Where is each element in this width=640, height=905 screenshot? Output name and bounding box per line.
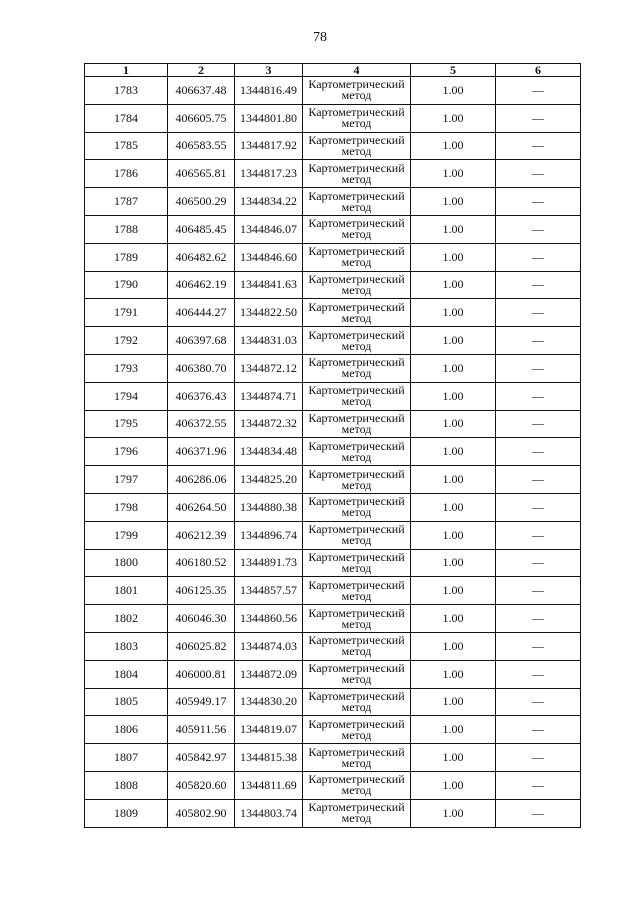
table-row xyxy=(85,493,581,521)
point-number: 1795 xyxy=(85,410,168,438)
method-cell xyxy=(303,771,411,799)
accuracy-value: 1.00 xyxy=(411,632,496,660)
column-header-6: 6 xyxy=(496,64,581,77)
method-line-2: метод xyxy=(341,616,372,631)
method-cell xyxy=(303,716,411,744)
note-value: — xyxy=(496,160,581,188)
point-number: 1804 xyxy=(85,660,168,688)
method-line-1: Картометрический xyxy=(308,466,405,481)
method-cell xyxy=(303,215,411,243)
method-line-2: метод xyxy=(341,394,372,409)
coordinate-y: 1344841.63 xyxy=(235,271,303,299)
method-line-1: Картометрический xyxy=(308,188,405,203)
accuracy-value: 1.00 xyxy=(411,493,496,521)
column-header-2: 2 xyxy=(168,64,235,77)
coordinate-x: 406264.50 xyxy=(168,493,235,521)
table-row xyxy=(85,744,581,772)
method-cell xyxy=(303,438,411,466)
method-cell xyxy=(303,354,411,382)
point-number: 1793 xyxy=(85,354,168,382)
method-line-1: Картометрический xyxy=(308,522,405,537)
method-cell xyxy=(303,132,411,160)
table-row xyxy=(85,771,581,799)
method-line-2: метод xyxy=(341,505,372,520)
method-cell xyxy=(303,299,411,327)
accuracy-value: 1.00 xyxy=(411,160,496,188)
method-line-2: метод xyxy=(341,227,372,242)
coordinate-y: 1344846.60 xyxy=(235,243,303,271)
coordinate-y: 1344801.80 xyxy=(235,104,303,132)
table-row xyxy=(85,716,581,744)
method-cell xyxy=(303,382,411,410)
accuracy-value: 1.00 xyxy=(411,466,496,494)
point-number: 1796 xyxy=(85,438,168,466)
accuracy-value: 1.00 xyxy=(411,215,496,243)
method-line-2: метод xyxy=(341,366,372,381)
method-line-2: метод xyxy=(341,310,372,325)
point-number: 1802 xyxy=(85,605,168,633)
column-header-4: 4 xyxy=(303,64,411,77)
accuracy-value: 1.00 xyxy=(411,299,496,327)
method-line-1: Картометрический xyxy=(308,577,405,592)
method-line-1: Картометрический xyxy=(308,77,405,92)
coordinate-x: 406000.81 xyxy=(168,660,235,688)
accuracy-value: 1.00 xyxy=(411,77,496,105)
accuracy-value: 1.00 xyxy=(411,605,496,633)
method-line-1: Картометрический xyxy=(308,549,405,564)
note-value: — xyxy=(496,299,581,327)
table-header-row xyxy=(85,64,581,77)
point-number: 1786 xyxy=(85,160,168,188)
method-cell xyxy=(303,188,411,216)
coordinate-y: 1344811.69 xyxy=(235,771,303,799)
coordinate-x: 405802.90 xyxy=(168,799,235,827)
coordinate-y: 1344834.48 xyxy=(235,438,303,466)
column-header-3: 3 xyxy=(235,64,303,77)
method-line-1: Картометрический xyxy=(308,494,405,509)
method-line-2: метод xyxy=(341,727,372,742)
coordinate-y: 1344817.92 xyxy=(235,132,303,160)
method-cell xyxy=(303,549,411,577)
point-number: 1807 xyxy=(85,744,168,772)
method-cell xyxy=(303,410,411,438)
coordinate-x: 406025.82 xyxy=(168,632,235,660)
column-header-1: 1 xyxy=(85,64,168,77)
note-value: — xyxy=(496,660,581,688)
table-row xyxy=(85,632,581,660)
point-number: 1808 xyxy=(85,771,168,799)
point-number: 1799 xyxy=(85,521,168,549)
method-line-1: Картометрический xyxy=(308,410,405,425)
table-row xyxy=(85,549,581,577)
coordinate-x: 406372.55 xyxy=(168,410,235,438)
method-line-2: метод xyxy=(341,171,372,186)
point-number: 1803 xyxy=(85,632,168,660)
note-value: — xyxy=(496,410,581,438)
coordinate-x: 406565.81 xyxy=(168,160,235,188)
accuracy-value: 1.00 xyxy=(411,577,496,605)
method-line-1: Картометрический xyxy=(308,244,405,259)
method-line-1: Картометрический xyxy=(308,716,405,731)
coordinate-x: 406286.06 xyxy=(168,466,235,494)
table-row xyxy=(85,521,581,549)
coordinate-x: 406376.43 xyxy=(168,382,235,410)
coordinate-y: 1344891.73 xyxy=(235,549,303,577)
accuracy-value: 1.00 xyxy=(411,188,496,216)
method-cell xyxy=(303,466,411,494)
accuracy-value: 1.00 xyxy=(411,716,496,744)
coordinate-y: 1344872.12 xyxy=(235,354,303,382)
point-number: 1784 xyxy=(85,104,168,132)
coordinate-y: 1344857.57 xyxy=(235,577,303,605)
accuracy-value: 1.00 xyxy=(411,354,496,382)
coordinate-x: 406397.68 xyxy=(168,327,235,355)
coordinate-y: 1344822.50 xyxy=(235,299,303,327)
method-line-1: Картометрический xyxy=(308,327,405,342)
point-number: 1789 xyxy=(85,243,168,271)
method-line-1: Картометрический xyxy=(308,438,405,453)
coordinate-x: 406637.48 xyxy=(168,77,235,105)
point-number: 1792 xyxy=(85,327,168,355)
method-line-1: Картометрический xyxy=(308,772,405,787)
method-line-1: Картометрический xyxy=(308,744,405,759)
method-line-1: Картометрический xyxy=(308,216,405,231)
table-row xyxy=(85,382,581,410)
method-line-1: Картометрический xyxy=(308,661,405,676)
method-line-2: метод xyxy=(341,143,372,158)
coordinate-y: 1344872.32 xyxy=(235,410,303,438)
method-cell xyxy=(303,327,411,355)
method-line-2: метод xyxy=(341,255,372,270)
coordinate-x: 405842.97 xyxy=(168,744,235,772)
accuracy-value: 1.00 xyxy=(411,688,496,716)
coordinate-y: 1344860.56 xyxy=(235,605,303,633)
accuracy-value: 1.00 xyxy=(411,521,496,549)
point-number: 1806 xyxy=(85,716,168,744)
method-line-2: метод xyxy=(341,699,372,714)
accuracy-value: 1.00 xyxy=(411,382,496,410)
coordinate-x: 405949.17 xyxy=(168,688,235,716)
method-cell xyxy=(303,521,411,549)
accuracy-value: 1.00 xyxy=(411,243,496,271)
point-number: 1798 xyxy=(85,493,168,521)
table-row xyxy=(85,160,581,188)
coordinate-x: 405820.60 xyxy=(168,771,235,799)
coordinate-y: 1344825.20 xyxy=(235,466,303,494)
note-value: — xyxy=(496,104,581,132)
coordinate-x: 406482.62 xyxy=(168,243,235,271)
accuracy-value: 1.00 xyxy=(411,549,496,577)
coordinate-y: 1344880.38 xyxy=(235,493,303,521)
table-row xyxy=(85,466,581,494)
method-line-2: метод xyxy=(341,533,372,548)
table-row xyxy=(85,243,581,271)
coordinate-x: 406500.29 xyxy=(168,188,235,216)
method-line-2: метод xyxy=(341,588,372,603)
coordinate-y: 1344830.20 xyxy=(235,688,303,716)
method-line-2: метод xyxy=(341,811,372,826)
coordinate-x: 406180.52 xyxy=(168,549,235,577)
point-number: 1783 xyxy=(85,77,168,105)
point-number: 1801 xyxy=(85,577,168,605)
table-row xyxy=(85,410,581,438)
method-cell xyxy=(303,243,411,271)
point-number: 1785 xyxy=(85,132,168,160)
table-row xyxy=(85,327,581,355)
method-line-1: Картометрический xyxy=(308,355,405,370)
table-row xyxy=(85,215,581,243)
table-row xyxy=(85,660,581,688)
note-value: — xyxy=(496,438,581,466)
accuracy-value: 1.00 xyxy=(411,271,496,299)
point-number: 1809 xyxy=(85,799,168,827)
point-number: 1790 xyxy=(85,271,168,299)
table-row xyxy=(85,688,581,716)
coordinate-y: 1344874.71 xyxy=(235,382,303,410)
accuracy-value: 1.00 xyxy=(411,771,496,799)
coordinate-x: 406125.35 xyxy=(168,577,235,605)
method-line-1: Картометрический xyxy=(308,633,405,648)
coordinate-y: 1344896.74 xyxy=(235,521,303,549)
method-line-2: метод xyxy=(341,199,372,214)
note-value: — xyxy=(496,493,581,521)
method-cell xyxy=(303,493,411,521)
method-line-1: Картометрический xyxy=(308,271,405,286)
table-row xyxy=(85,354,581,382)
accuracy-value: 1.00 xyxy=(411,438,496,466)
note-value: — xyxy=(496,632,581,660)
note-value: — xyxy=(496,215,581,243)
note-value: — xyxy=(496,771,581,799)
method-line-2: метод xyxy=(341,783,372,798)
point-number: 1787 xyxy=(85,188,168,216)
note-value: — xyxy=(496,382,581,410)
coordinate-x: 406462.19 xyxy=(168,271,235,299)
accuracy-value: 1.00 xyxy=(411,660,496,688)
method-cell xyxy=(303,799,411,827)
coordinate-y: 1344803.74 xyxy=(235,799,303,827)
point-number: 1791 xyxy=(85,299,168,327)
column-header-5: 5 xyxy=(411,64,496,77)
point-number: 1788 xyxy=(85,215,168,243)
note-value: — xyxy=(496,744,581,772)
accuracy-value: 1.00 xyxy=(411,104,496,132)
method-line-2: метод xyxy=(341,421,372,436)
method-cell xyxy=(303,605,411,633)
accuracy-value: 1.00 xyxy=(411,799,496,827)
method-line-1: Картометрический xyxy=(308,605,405,620)
method-line-1: Картометрический xyxy=(308,160,405,175)
table-row xyxy=(85,438,581,466)
note-value: — xyxy=(496,243,581,271)
note-value: — xyxy=(496,327,581,355)
table-row xyxy=(85,104,581,132)
table-row xyxy=(85,188,581,216)
coordinate-x: 406583.55 xyxy=(168,132,235,160)
coordinate-y: 1344817.23 xyxy=(235,160,303,188)
coordinate-x: 406605.75 xyxy=(168,104,235,132)
table-row xyxy=(85,132,581,160)
method-line-2: метод xyxy=(341,116,372,131)
method-line-2: метод xyxy=(341,88,372,103)
method-cell xyxy=(303,577,411,605)
note-value: — xyxy=(496,466,581,494)
method-line-2: метод xyxy=(341,449,372,464)
note-value: — xyxy=(496,521,581,549)
method-line-2: метод xyxy=(341,477,372,492)
table-row xyxy=(85,271,581,299)
coordinate-x: 406371.96 xyxy=(168,438,235,466)
method-line-1: Картометрический xyxy=(308,800,405,815)
note-value: — xyxy=(496,354,581,382)
method-line-1: Картометрический xyxy=(308,132,405,147)
coordinate-y: 1344815.38 xyxy=(235,744,303,772)
method-line-2: метод xyxy=(341,282,372,297)
method-cell xyxy=(303,104,411,132)
coordinate-x: 406485.45 xyxy=(168,215,235,243)
coordinate-y: 1344831.03 xyxy=(235,327,303,355)
method-cell xyxy=(303,160,411,188)
note-value: — xyxy=(496,271,581,299)
method-line-1: Картометрический xyxy=(308,383,405,398)
coordinate-y: 1344834.22 xyxy=(235,188,303,216)
note-value: — xyxy=(496,716,581,744)
coordinate-y: 1344816.49 xyxy=(235,77,303,105)
accuracy-value: 1.00 xyxy=(411,410,496,438)
note-value: — xyxy=(496,688,581,716)
method-line-1: Картометрический xyxy=(308,688,405,703)
method-cell xyxy=(303,660,411,688)
accuracy-value: 1.00 xyxy=(411,132,496,160)
point-number: 1805 xyxy=(85,688,168,716)
method-cell xyxy=(303,744,411,772)
method-line-2: метод xyxy=(341,560,372,575)
table-row xyxy=(85,799,581,827)
note-value: — xyxy=(496,188,581,216)
note-value: — xyxy=(496,605,581,633)
point-number: 1797 xyxy=(85,466,168,494)
note-value: — xyxy=(496,132,581,160)
method-line-1: Картометрический xyxy=(308,105,405,120)
method-line-2: метод xyxy=(341,672,372,687)
method-cell xyxy=(303,688,411,716)
method-line-1: Картометрический xyxy=(308,299,405,314)
method-cell xyxy=(303,77,411,105)
page-number: 78 xyxy=(313,30,327,45)
table-row xyxy=(85,577,581,605)
note-value: — xyxy=(496,77,581,105)
method-line-2: метод xyxy=(341,338,372,353)
coordinates-table xyxy=(84,63,581,828)
accuracy-value: 1.00 xyxy=(411,327,496,355)
coordinate-y: 1344874.03 xyxy=(235,632,303,660)
method-line-2: метод xyxy=(341,644,372,659)
method-line-2: метод xyxy=(341,755,372,770)
point-number: 1800 xyxy=(85,549,168,577)
coordinate-x: 405911.56 xyxy=(168,716,235,744)
table-row xyxy=(85,77,581,105)
note-value: — xyxy=(496,577,581,605)
coordinate-x: 406046.30 xyxy=(168,605,235,633)
coordinate-x: 406380.70 xyxy=(168,354,235,382)
note-value: — xyxy=(496,799,581,827)
point-number: 1794 xyxy=(85,382,168,410)
table-row xyxy=(85,605,581,633)
table-body xyxy=(85,77,581,828)
coordinate-x: 406212.39 xyxy=(168,521,235,549)
method-cell xyxy=(303,271,411,299)
table-row xyxy=(85,299,581,327)
coordinate-y: 1344819.07 xyxy=(235,716,303,744)
coordinate-x: 406444.27 xyxy=(168,299,235,327)
coordinate-y: 1344846.07 xyxy=(235,215,303,243)
coordinate-y: 1344872.09 xyxy=(235,660,303,688)
accuracy-value: 1.00 xyxy=(411,744,496,772)
method-cell xyxy=(303,632,411,660)
note-value: — xyxy=(496,549,581,577)
